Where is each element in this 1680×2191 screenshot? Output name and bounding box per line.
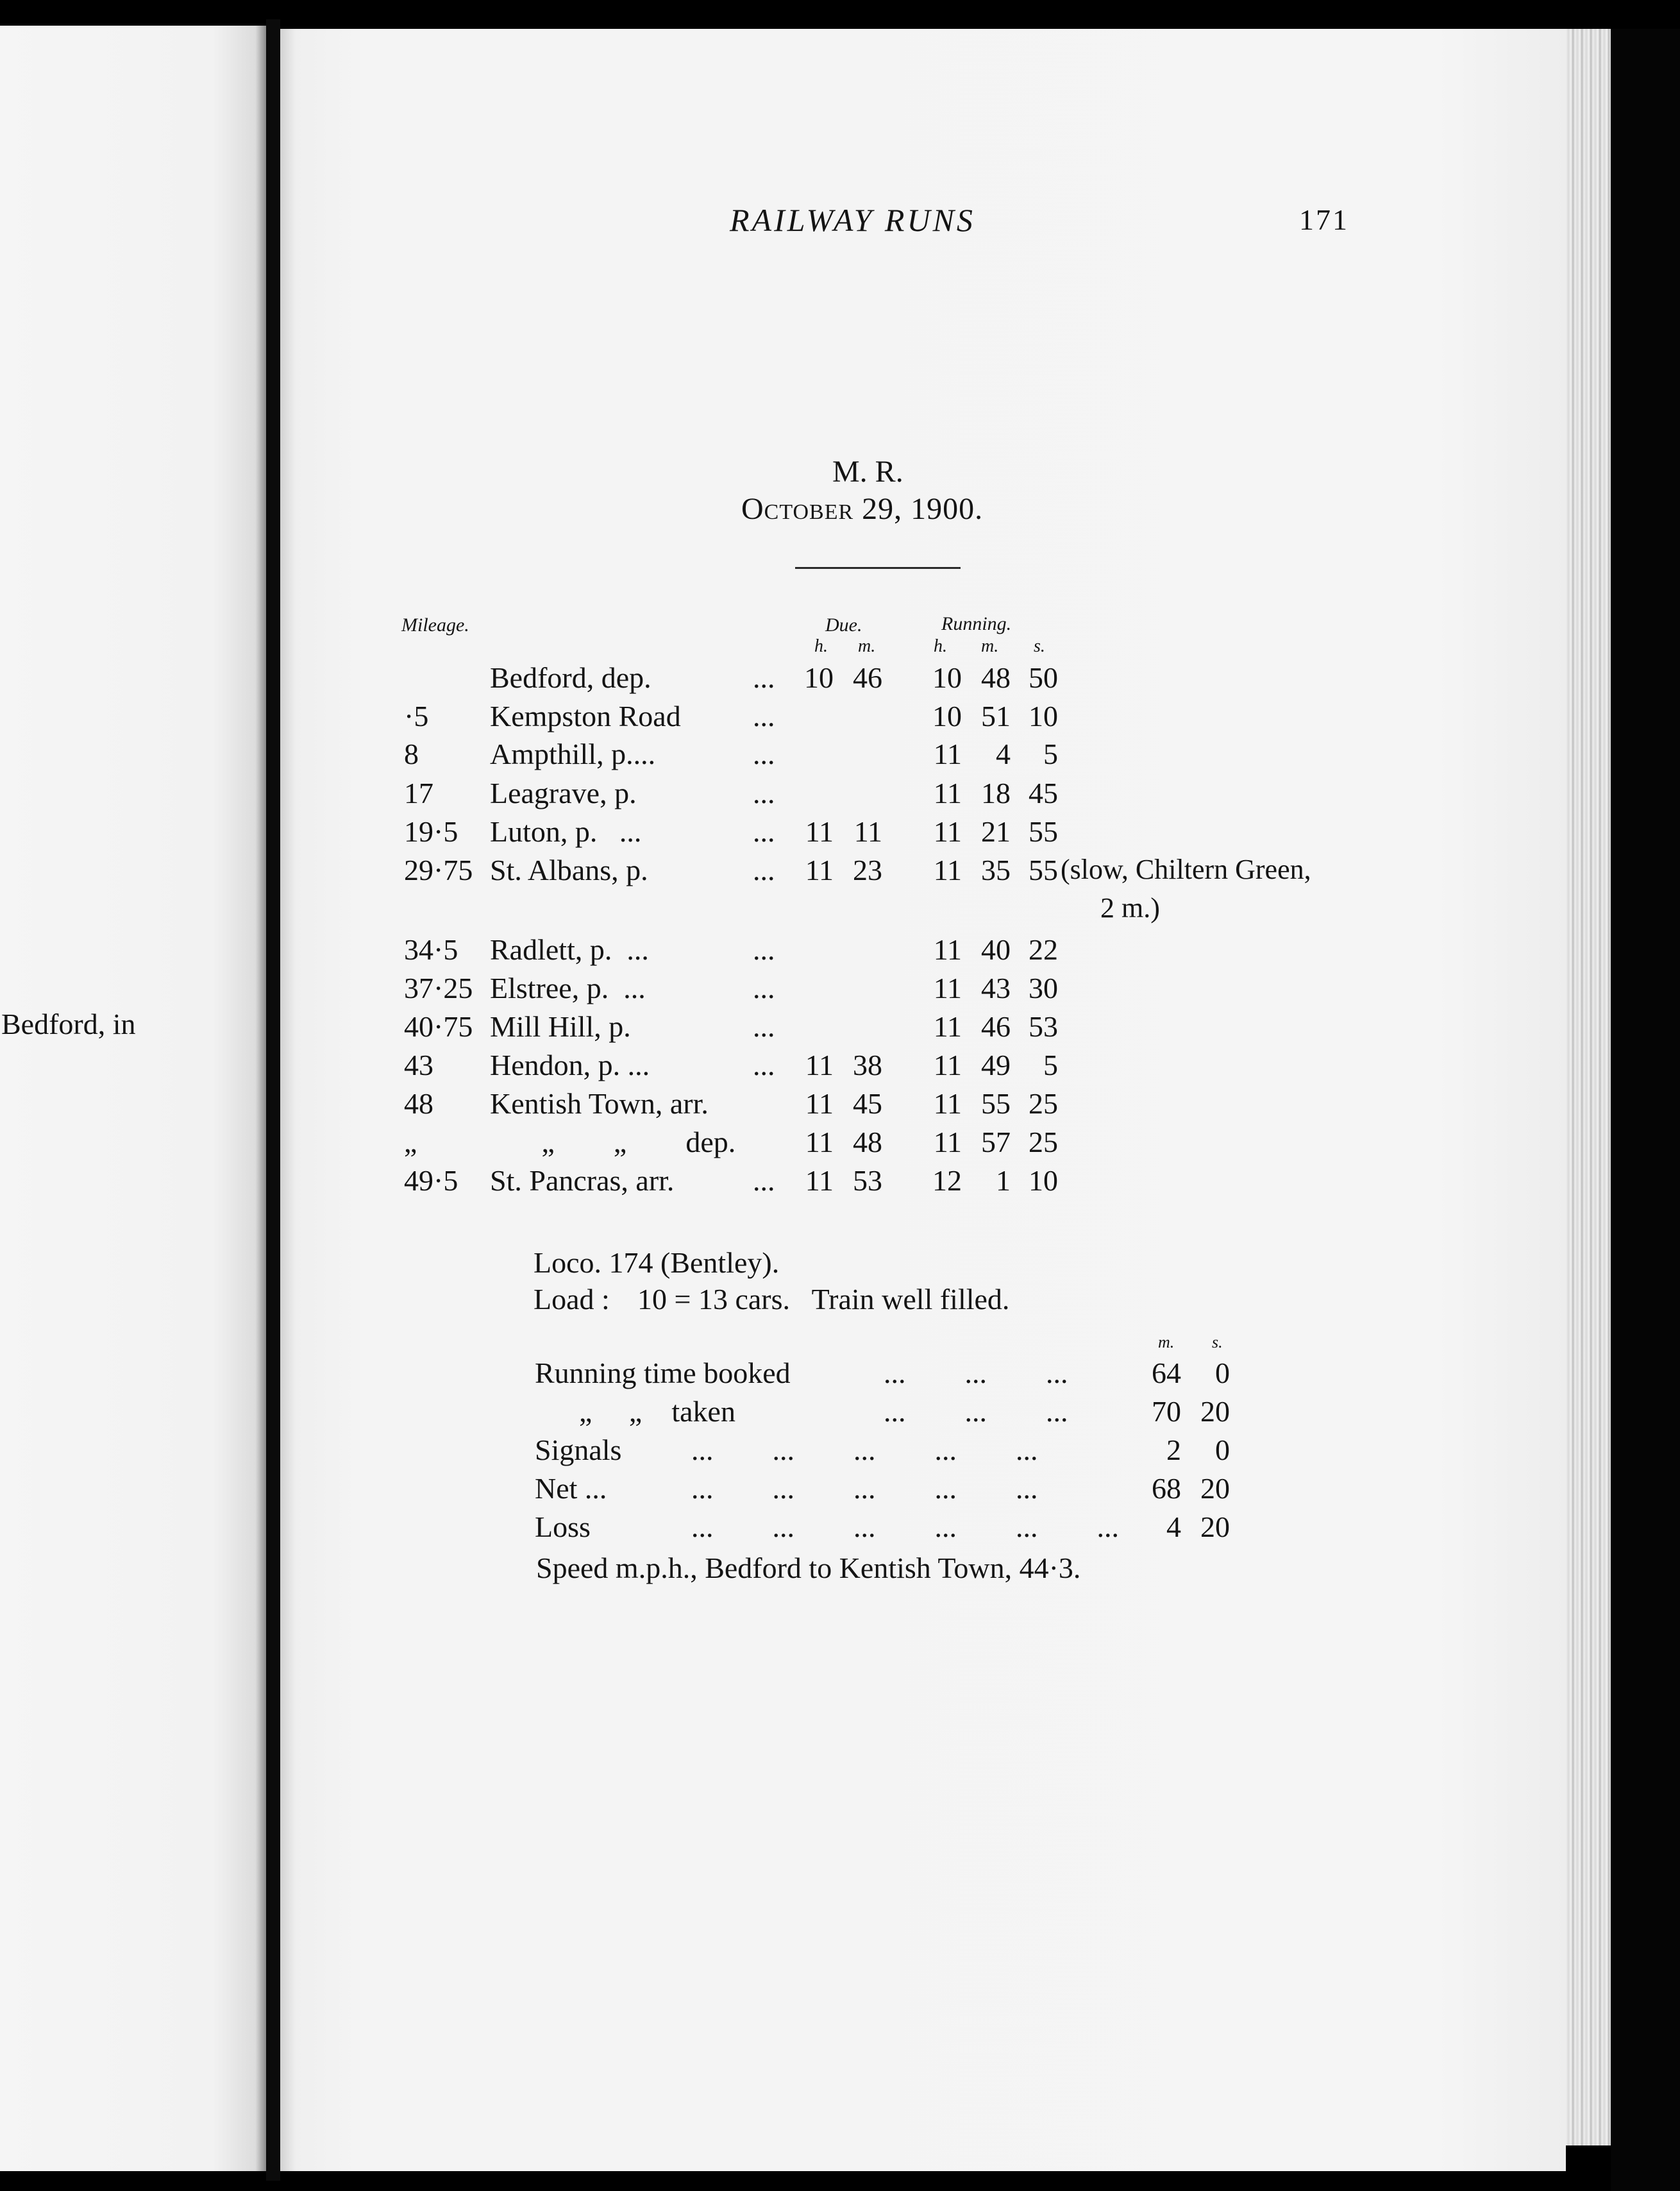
- row-station: Kempston Road: [490, 700, 681, 732]
- load-label: Load :: [533, 1283, 610, 1315]
- summary-dots: ... ... ... ... ...: [691, 1472, 1038, 1505]
- row-due-hours: 11: [805, 1087, 834, 1120]
- row-run-minutes: 18: [981, 777, 1011, 809]
- row-run-minutes: 55: [981, 1087, 1011, 1120]
- row-run-seconds: 55: [1029, 854, 1058, 886]
- row-due-minutes: 46: [853, 661, 882, 694]
- running-seconds-unit: s.: [1034, 636, 1045, 656]
- row-due-minutes: 53: [853, 1164, 882, 1197]
- page-edges: [1566, 29, 1611, 2145]
- row-dots: ...: [753, 1164, 775, 1197]
- summary-label: Loss: [535, 1510, 591, 1543]
- summary-seconds-unit: s.: [1212, 1333, 1223, 1351]
- row-run-hours: 10: [932, 661, 962, 694]
- left-page: [0, 26, 266, 2171]
- summary-minutes: 70: [1152, 1395, 1181, 1428]
- summary-label: Signals: [535, 1434, 622, 1466]
- row-due-minutes: 48: [853, 1126, 882, 1158]
- summary-minutes: 2: [1166, 1434, 1181, 1466]
- row-run-minutes: 49: [981, 1049, 1011, 1081]
- row-run-hours: 11: [933, 1126, 962, 1158]
- row-mileage: ·5: [404, 700, 429, 732]
- row-dots: ...: [753, 1010, 775, 1043]
- summary-seconds: 0: [1215, 1357, 1230, 1389]
- row-run-minutes: 46: [981, 1010, 1011, 1043]
- summary-minutes: 4: [1166, 1510, 1181, 1543]
- row-dots: ...: [753, 933, 775, 966]
- due-minutes-unit: m.: [858, 636, 876, 656]
- row-run-seconds: 10: [1029, 700, 1058, 732]
- row-mileage: 37·25: [404, 972, 473, 1004]
- row-mileage: 34·5: [404, 933, 458, 966]
- row-note: (slow, Chiltern Green,: [1061, 854, 1311, 885]
- row-run-seconds: 22: [1029, 933, 1058, 966]
- row-station: Hendon, p. ...: [490, 1049, 650, 1081]
- loco-note: Loco. 174 (Bentley).: [533, 1246, 780, 1279]
- railway-name: M. R.: [832, 455, 903, 489]
- due-header: Due.: [825, 614, 862, 636]
- row-due-minutes: 38: [853, 1049, 882, 1081]
- row-due-hours: 11: [805, 854, 834, 886]
- row-run-hours: 11: [933, 777, 962, 809]
- running-minutes-unit: m.: [981, 636, 999, 656]
- summary-dots: ... ... ...: [884, 1395, 1068, 1428]
- running-header: Running.: [941, 613, 1012, 634]
- row-dots: ...: [753, 854, 775, 886]
- speed-note: Speed m.p.h., Bedford to Kentish Town, 44·3.: [536, 1552, 1081, 1584]
- row-dots: ...: [753, 700, 775, 732]
- summary-label: Net ...: [535, 1472, 607, 1505]
- row-run-hours: 11: [933, 933, 962, 966]
- row-run-hours: 11: [933, 738, 962, 770]
- row-mileage: 40·75: [404, 1010, 473, 1043]
- row-station: Radlett, p. ...: [490, 933, 649, 966]
- heading-divider: [795, 567, 961, 569]
- row-dots: ...: [753, 1049, 775, 1081]
- row-dots: ...: [753, 972, 775, 1004]
- summary-seconds: 20: [1200, 1510, 1230, 1543]
- row-mileage: 29·75: [404, 854, 473, 886]
- summary-seconds: 0: [1215, 1434, 1230, 1466]
- row-due-minutes: 45: [853, 1087, 882, 1120]
- row-run-hours: 11: [933, 854, 962, 886]
- right-page: [280, 29, 1566, 2171]
- row-run-minutes: 57: [981, 1126, 1011, 1158]
- summary-label: Running time booked: [535, 1357, 791, 1389]
- row-due-hours: 11: [805, 1126, 834, 1158]
- row-run-minutes: 48: [981, 661, 1011, 694]
- row-run-minutes: 1: [996, 1164, 1011, 1197]
- row-due-hours: 10: [804, 661, 834, 694]
- summary-dots: ... ... ... ... ...: [691, 1434, 1038, 1466]
- row-mileage: 8: [404, 738, 419, 770]
- row-run-hours: 12: [932, 1164, 962, 1197]
- row-due-hours: 11: [805, 815, 834, 848]
- summary-label: „ „ taken: [535, 1395, 735, 1428]
- row-run-hours: 11: [933, 1087, 962, 1120]
- summary-minutes: 68: [1152, 1472, 1181, 1505]
- row-due-hours: 11: [805, 1049, 834, 1081]
- row-run-minutes: 4: [996, 738, 1011, 770]
- row-due-minutes: 23: [853, 854, 882, 886]
- row-run-seconds: 5: [1043, 738, 1058, 770]
- row-run-minutes: 51: [981, 700, 1011, 732]
- row-mileage: 19·5: [404, 815, 458, 848]
- row-dots: ...: [753, 815, 775, 848]
- row-mileage: 49·5: [404, 1164, 458, 1197]
- row-station: Bedford, dep.: [490, 661, 651, 694]
- row-run-seconds: 55: [1029, 815, 1058, 848]
- row-run-seconds: 25: [1029, 1087, 1058, 1120]
- summary-dots: ... ... ... ... ... ...: [691, 1510, 1119, 1543]
- row-dots: ...: [753, 661, 775, 694]
- row-station: St. Pancras, arr.: [490, 1164, 675, 1197]
- row-station: Elstree, p. ...: [490, 972, 646, 1004]
- summary-minutes: 64: [1152, 1357, 1181, 1389]
- row-run-seconds: 53: [1029, 1010, 1058, 1043]
- row-run-hours: 11: [933, 815, 962, 848]
- row-run-minutes: 43: [981, 972, 1011, 1004]
- running-head: RAILWAY RUNS: [730, 202, 975, 238]
- mileage-header: Mileage.: [401, 614, 469, 636]
- row-station: „ „ dep.: [490, 1126, 736, 1158]
- summary-minutes-unit: m.: [1158, 1333, 1175, 1351]
- row-mileage: 48: [404, 1087, 433, 1120]
- page-number: 171: [1299, 203, 1349, 236]
- row-run-hours: 11: [933, 972, 962, 1004]
- left-margin-text: Bedford, in: [1, 1008, 136, 1040]
- row-station: Luton, p. ...: [490, 815, 642, 848]
- row-station: Leagrave, p.: [490, 777, 637, 809]
- row-run-seconds: 50: [1029, 661, 1058, 694]
- summary-seconds: 20: [1200, 1395, 1230, 1428]
- row-due-hours: 11: [805, 1164, 834, 1197]
- book-gutter: [266, 19, 280, 2181]
- row-run-seconds: 25: [1029, 1126, 1058, 1158]
- row-run-hours: 10: [932, 700, 962, 732]
- running-hours-unit: h.: [934, 636, 947, 656]
- row-mileage: „: [404, 1126, 417, 1158]
- run-date: October 29, 1900.: [741, 492, 984, 526]
- row-run-minutes: 21: [981, 815, 1011, 848]
- row-note-continued: 2 m.): [1100, 892, 1160, 924]
- due-hours-unit: h.: [814, 636, 828, 656]
- row-run-seconds: 45: [1029, 777, 1058, 809]
- summary-seconds: 20: [1200, 1472, 1230, 1505]
- row-mileage: 17: [404, 777, 433, 809]
- row-station: Ampthill, p....: [490, 738, 656, 770]
- row-run-minutes: 35: [981, 854, 1011, 886]
- summary-dots: ... ... ...: [884, 1357, 1068, 1389]
- row-run-seconds: 30: [1029, 972, 1058, 1004]
- row-dots: ...: [753, 777, 775, 809]
- scan-border: [1611, 29, 1680, 2191]
- row-station: Mill Hill, p.: [490, 1010, 631, 1043]
- row-mileage: 43: [404, 1049, 433, 1081]
- row-run-seconds: 5: [1043, 1049, 1058, 1081]
- row-dots: ...: [753, 738, 775, 770]
- row-run-hours: 11: [933, 1049, 962, 1081]
- row-station: St. Albans, p.: [490, 854, 648, 886]
- row-run-hours: 11: [933, 1010, 962, 1043]
- row-run-minutes: 40: [981, 933, 1011, 966]
- row-run-seconds: 10: [1029, 1164, 1058, 1197]
- row-station: Kentish Town, arr.: [490, 1087, 709, 1120]
- load-note: 10 = 13 cars. Train well filled.: [637, 1283, 1010, 1315]
- row-due-minutes: 11: [853, 815, 882, 848]
